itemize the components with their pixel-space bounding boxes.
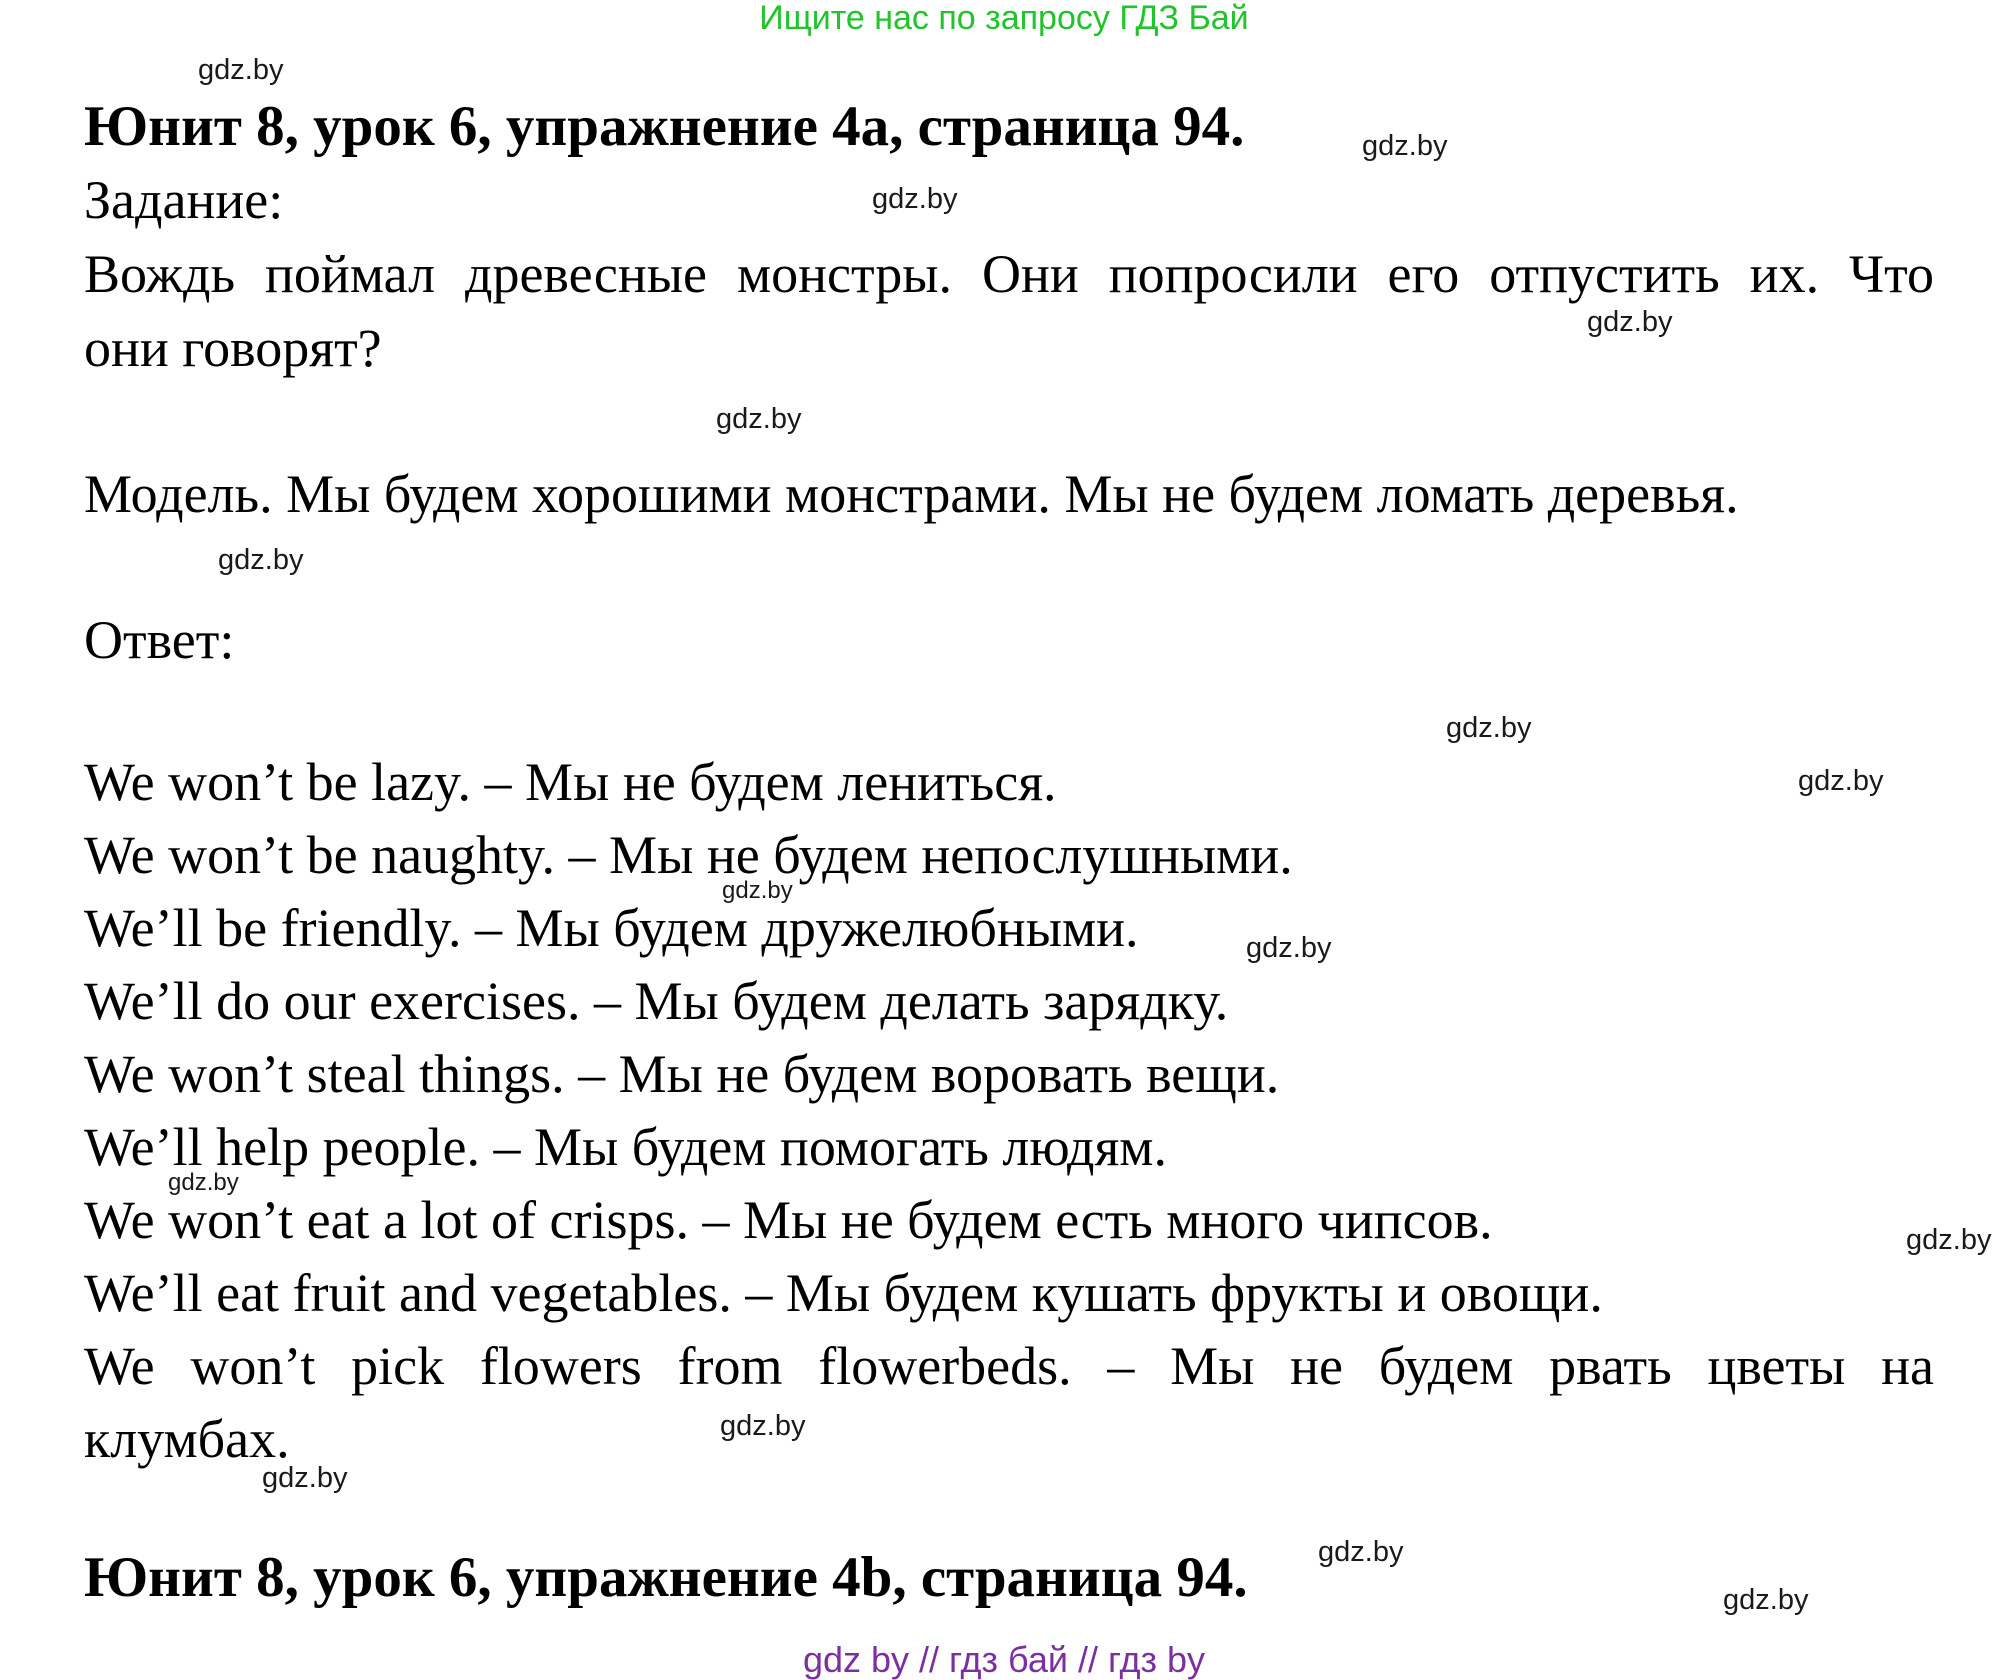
answer-line: We won’t eat a lot of crisps. – Мы не будем есть много чипсов. [84, 1190, 1493, 1250]
answer-line: We won’t be lazy. – Мы не будем лениться. [84, 752, 1057, 812]
watermark: gdz.by [1246, 932, 1332, 964]
watermark: gdz.by [1362, 130, 1448, 162]
watermark: gdz.by [1798, 765, 1884, 797]
watermark: gdz.by [722, 877, 793, 904]
model-text: Модель. Мы будем хорошими монстрами. Мы не будем ломать деревья. [84, 464, 1739, 524]
answer-line: We’ll help people. – Мы будем помогать людям. [84, 1117, 1167, 1177]
answer-line: We’ll be friendly. – Мы будем дружелюбными. [84, 898, 1139, 958]
watermark: gdz.by [198, 54, 284, 86]
watermark: gdz.by [262, 1462, 348, 1494]
watermark: gdz.by [872, 183, 958, 215]
answer-line: клумбах. [84, 1409, 290, 1469]
watermark: gdz.by [1318, 1536, 1404, 1568]
watermark: gdz.by [1587, 306, 1673, 338]
watermark: gdz.by [1906, 1224, 1992, 1256]
watermark: gdz.by [716, 403, 802, 435]
watermark: gdz.by [1446, 712, 1532, 744]
search-banner: Ищите нас по запросу ГДЗ Бай [759, 0, 1249, 37]
footer-links: gdz by // гдз бай // гдз by [802, 1639, 1206, 1680]
task-text-line-2: они говорят? [84, 318, 382, 378]
page-title: Юнит 8, урок 6, упражнение 4a, страница 94. [84, 95, 1245, 158]
answer-line: We’ll do our exercises. – Мы будем делать зарядку. [84, 971, 1229, 1031]
watermark: gdz.by [168, 1169, 239, 1196]
next-section-title: Юнит 8, урок 6, упражнение 4b, страница 94. [84, 1546, 1248, 1609]
answer-line: We’ll eat fruit and vegetables. – Мы будем кушать фрукты и овощи. [84, 1263, 1603, 1323]
watermark: gdz.by [218, 544, 304, 576]
watermark: gdz.by [720, 1410, 806, 1442]
answer-line: We won’t steal things. – Мы не будем воровать вещи. [84, 1044, 1280, 1104]
answer-label: Ответ: [84, 610, 235, 670]
task-label: Задание: [84, 170, 284, 230]
answer-line: We won’t be naughty. – Мы не будем непослушными. [84, 825, 1293, 885]
answer-line: We won’t pick flowers from flowerbeds. – Мы не будем рвать цветы на [84, 1336, 1934, 1396]
task-text-line-1: Вождь поймал древесные монстры. Они попросили его отпустить их. Что [84, 244, 1934, 304]
watermark: gdz.by [1723, 1584, 1809, 1616]
